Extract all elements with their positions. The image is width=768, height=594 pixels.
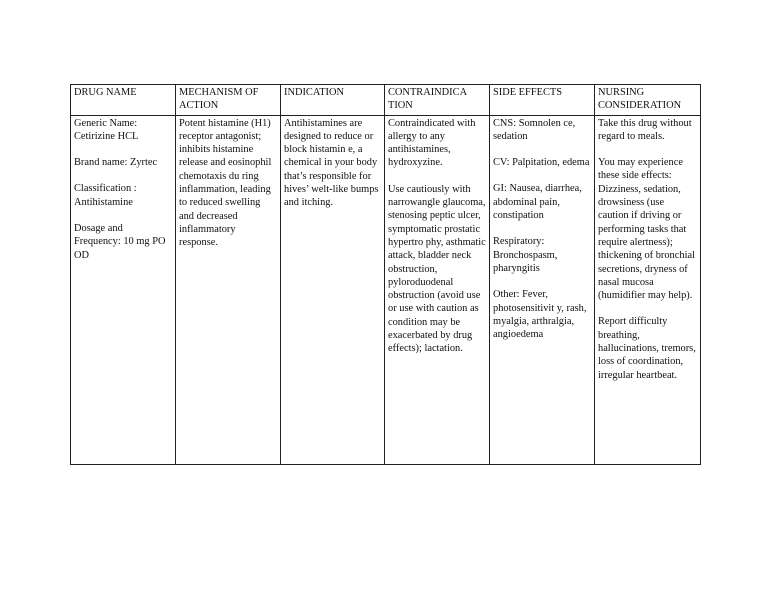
cell-contraindication	[385, 115, 490, 464]
side-effect-cns: CNS: Somnolen ce, sedation	[493, 117, 576, 142]
side-effect-other: Other: Fever, photosensitivit y, rash, myalgia, arthralgia, angioedema	[493, 289, 587, 341]
nursing-side-effects: You may experience these side effects: Dizziness, sedation, drowsiness (use caution if driving or performing tasks that require alertness); thickening of bronchial secretions, dryness of nasal mucosa (humidifier may help).	[598, 157, 695, 302]
header-contraindication: CONTRAINDICA TION	[385, 85, 490, 116]
generic-name: Generic Name: Cetirizine HCL	[74, 117, 139, 142]
classification: Classification : Antihistamine	[74, 183, 137, 208]
side-effect-cv: CV: Palpitation, edema	[493, 157, 590, 169]
indication-text: Antihistamines are designed to reduce or block histamin e, a chemical in your body that’s responsible for hives’ welt-like bumps and itching.	[284, 117, 379, 209]
cell-nursing-consideration	[595, 115, 701, 464]
cell-drug-name	[71, 115, 176, 464]
cell-side-effects	[490, 115, 595, 464]
dosage-frequency: Dosage and Frequency: 10 mg PO OD	[74, 223, 166, 261]
cell-mechanism	[176, 115, 281, 464]
header-row	[71, 85, 701, 116]
header-side-effects: SIDE EFFECTS	[490, 85, 595, 116]
drug-study-table	[70, 84, 701, 465]
side-effect-gi: GI: Nausea, diarrhea, abdominal pain, constipation	[493, 183, 582, 222]
brand-name: Brand name: Zyrtec	[74, 157, 158, 169]
contraindication-allergy: Contraindicated with allergy to any antihistamines, hydroxyzine.	[388, 117, 476, 169]
cell-indication	[281, 115, 385, 464]
nursing-report: Report difficulty breathing, hallucinations, tremors, loss of coordination, irregular heartbeat.	[598, 316, 696, 381]
header-mechanism: MECHANISM OF ACTION	[176, 85, 281, 116]
nursing-meals: Take this drug without regard to meals.	[598, 117, 692, 142]
table-row	[71, 115, 701, 464]
side-effect-respiratory: Respiratory: Bronchospasm, pharyngitis	[493, 236, 558, 274]
contraindication-caution: Use cautiously with narrowangle glaucoma, stenosing peptic ulcer, symptomatic prostatic hypertro phy, asthmatic attack, bladder neck obstruction, pyloroduodenal obstruction (avoid use or use with caution as condition may be exacerbated by drug effects); lactation.	[388, 183, 486, 355]
header-drug-name: DRUG NAME	[71, 85, 176, 116]
header-indication: INDICATION	[281, 85, 385, 116]
mechanism-text: Potent histamine (H1) receptor antagonist; inhibits histamine release and eosinophil chemotaxis du ring inflammation, leading to reduced swelling and decreased inflammatory response.	[179, 117, 272, 249]
header-nursing-consideration: NURSING CONSIDERATION	[595, 85, 701, 116]
